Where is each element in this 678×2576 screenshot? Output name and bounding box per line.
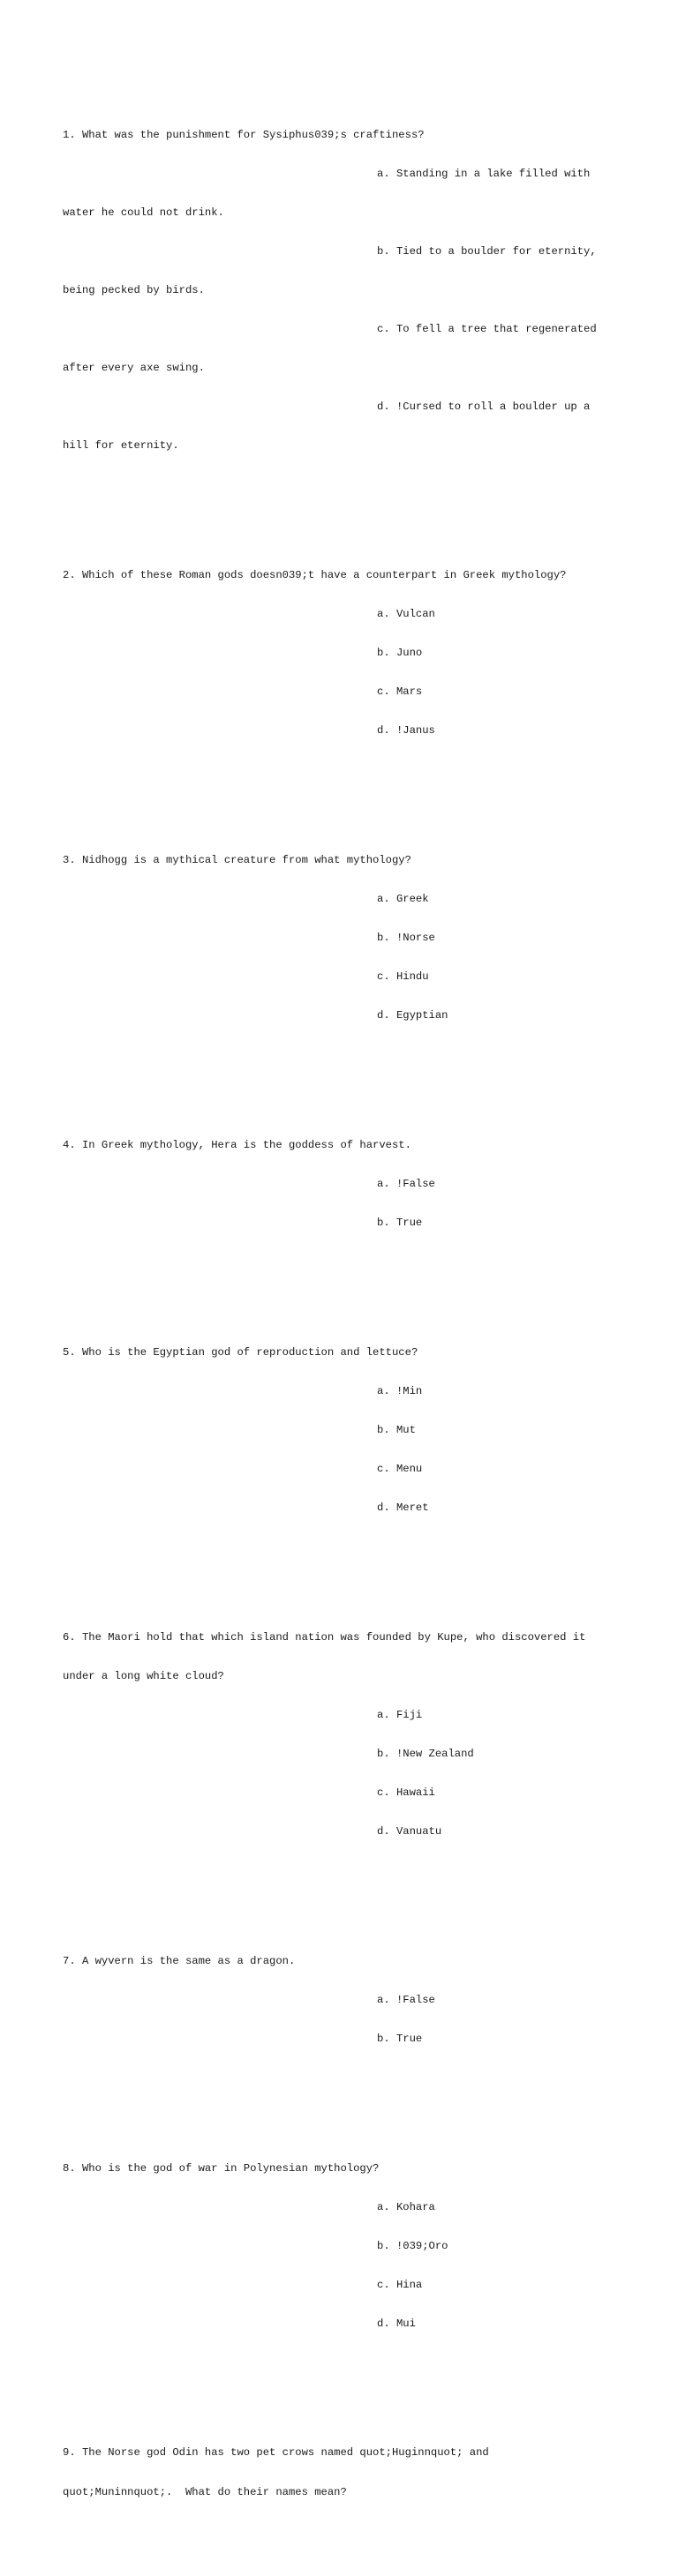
question-9 (63, 2421, 628, 2525)
question-text-continuation: under a long white cloud? (63, 1669, 224, 1682)
answer-option: d. Mui (377, 2317, 416, 2330)
quiz-document (63, 64, 628, 2576)
answer-option-continuation: being pecked by birds. (63, 283, 205, 296)
question-text: 8. Who is the god of war in Polynesian mythology? (63, 2161, 380, 2175)
answer-option: c. Mars (377, 685, 423, 699)
answer-option: a. Fiji (377, 1708, 423, 1721)
answer-option: a. !Min (377, 1384, 423, 1397)
question-7 (63, 1928, 628, 2071)
answer-option: b. !New Zealand (377, 1747, 474, 1760)
answer-option: d. !Janus (377, 724, 435, 738)
answer-option: d. Egyptian (377, 1009, 448, 1022)
question-text: 7. A wyvern is the same as a dragon. (63, 1954, 296, 1967)
answer-option: c. Hawaii (377, 1786, 435, 1799)
question-text: 4. In Greek mythology, Hera is the goddess of harvest. (63, 1138, 411, 1151)
answer-option: c. Menu (377, 1462, 423, 1475)
answer-option: d. Meret (377, 1501, 429, 1515)
question-text: 1. What was the punishment for Sysiphus039;s craftiness? (63, 128, 425, 141)
answer-option: d. Vanuatu (377, 1825, 442, 1838)
answer-option: c. Hindu (377, 970, 429, 984)
answer-option: a. Kohara (377, 2200, 435, 2213)
answer-option: c. Hina (377, 2278, 423, 2291)
question-8 (63, 2136, 628, 2356)
answer-option: a. Greek (377, 892, 429, 905)
answer-option-continuation: after every axe swing. (63, 362, 205, 375)
answer-option: c. To fell a tree that regenerated (377, 322, 597, 335)
question-3 (63, 827, 628, 1048)
question-text: 6. The Maori hold that which island nation was founded by Kupe, who discovered it (63, 1630, 586, 1644)
question-1 (63, 102, 628, 478)
answer-option: b. True (377, 2032, 423, 2045)
question-4 (63, 1112, 628, 1255)
answer-option: a. Vulcan (377, 607, 435, 620)
question-text: 5. Who is the Egyptian god of reproduction and lettuce? (63, 1345, 418, 1359)
question-6 (63, 1605, 628, 1864)
answer-option: b. Juno (377, 647, 423, 660)
answer-option-continuation: hill for eternity. (63, 439, 179, 453)
answer-option: a. !False (377, 1177, 435, 1190)
answer-option: d. !Cursed to roll a boulder up a (377, 401, 591, 414)
question-text-continuation: quot;Muninnquot;. What do their names mean? (63, 2485, 347, 2498)
question-text: 2. Which of these Roman gods doesn039;t have a counterpart in Greek mythology? (63, 568, 567, 581)
answer-option: a. Standing in a lake filled with (377, 167, 591, 180)
answer-option: b. True (377, 1217, 423, 1230)
question-2 (63, 543, 628, 763)
question-text: 3. Nidhogg is a mythical creature from what mythology? (63, 853, 411, 866)
answer-option: a. !False (377, 1993, 435, 2006)
answer-option: b. !Norse (377, 932, 435, 945)
answer-option: b. Mut (377, 1423, 416, 1436)
question-5 (63, 1320, 628, 1540)
answer-option: b. Tied to a boulder for eternity, (377, 244, 597, 258)
answer-option-continuation: water he could not drink. (63, 206, 224, 219)
question-text: 9. The Norse god Odin has two pet crows named quot;Huginnquot; and (63, 2446, 489, 2460)
answer-option: b. !039;Oro (377, 2239, 448, 2252)
